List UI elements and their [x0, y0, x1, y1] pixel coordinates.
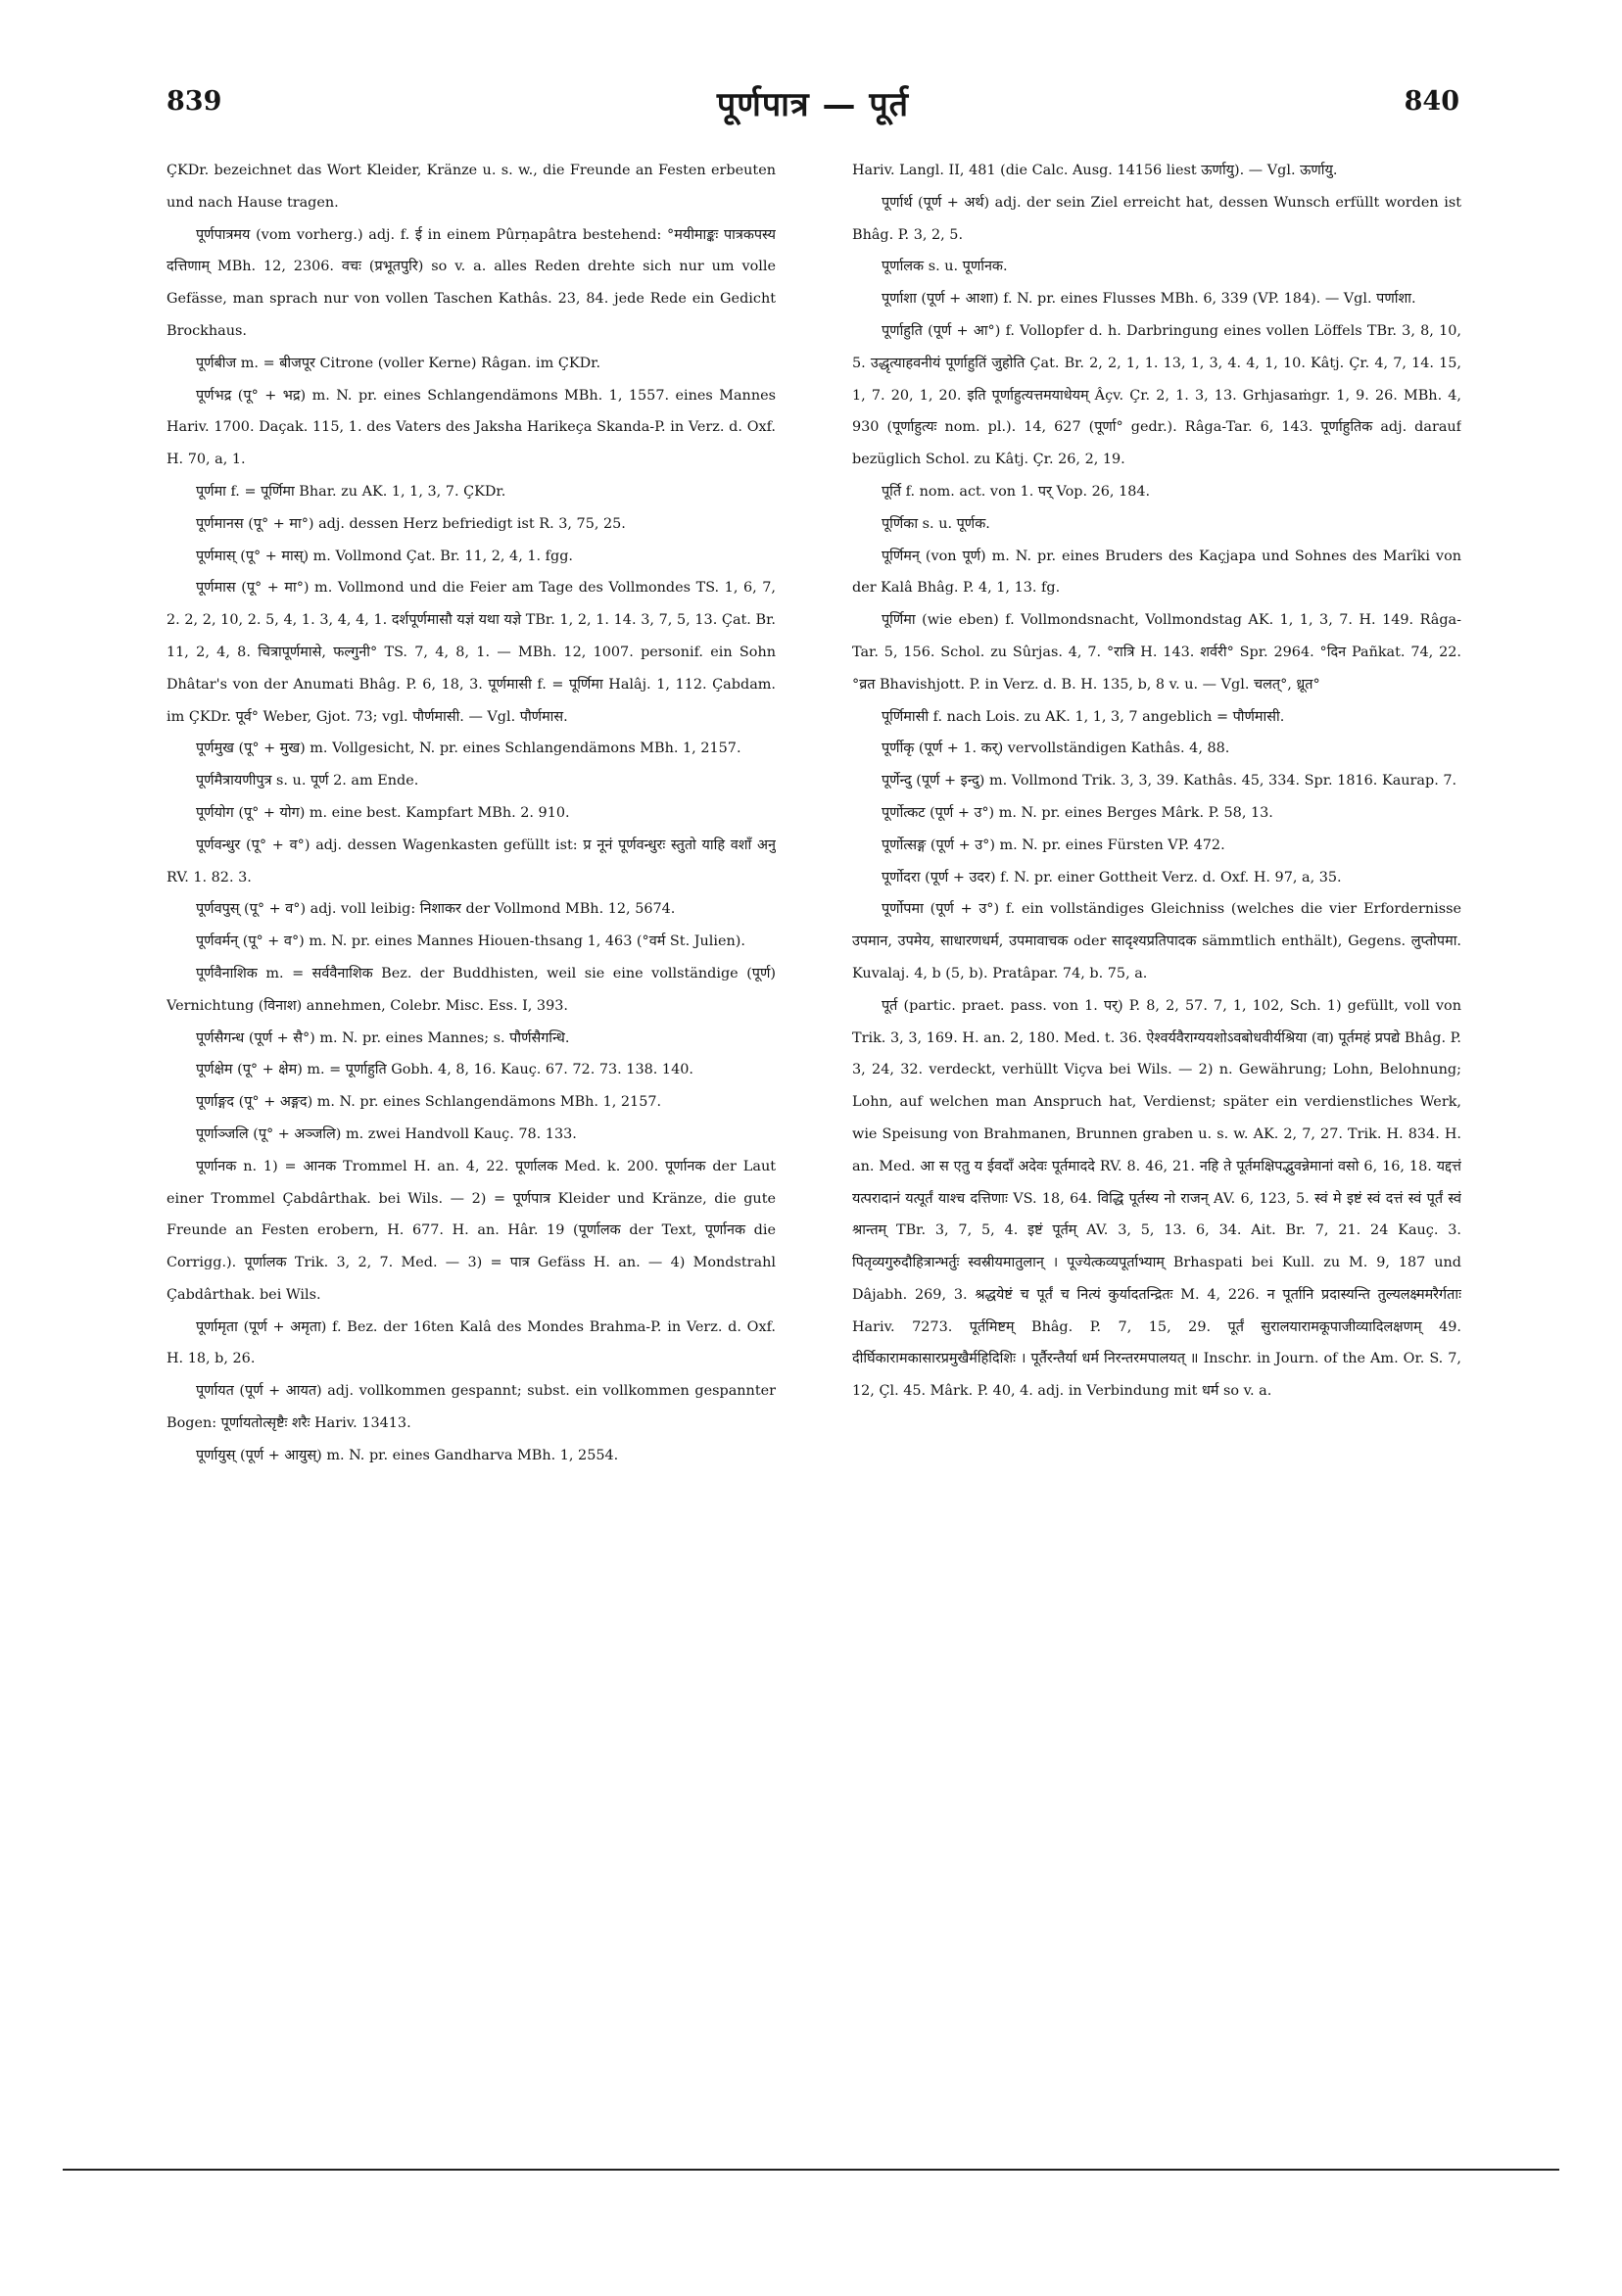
dictionary-entry: पूर्णीकृ (पूर्ण + 1. कर्) vervollständigen Kathâs. 4, 88. — [882, 741, 1230, 757]
dictionary-entry: पूर्णोपमा (पूर्ण + उ°) f. ein vollständiges Gleichniss (welches die vier Erfordernisse उपमान, उपमेय, साधारणधर्म, उपमावाचक oder सादृश्यप्रतिपादक sämmtlich enthält), Gegens. लुप्तोपमा. Kuvalaj. 4, b (5, b). Pratâpar. 74, b. 75, a. — [852, 901, 1461, 981]
dictionary-entry: पूर्त (partic. praet. pass. von 1. पर्) P. 8, 2, 57. 7, 1, 102, Sch. 1) gefüllt, voll von Trik. 3, 3, 169. H. an. 2, 180. Med. t. 36. ऐश्वर्यवैराग्ययशोऽवबोधवीर्यश्रिया (वा) पूर्तमहं प्रपद्ये Bhâg. P. 3, 24, 32. verdeckt, verhüllt Viçva bei Wils. — 2) n. Gewährung; Lohn, Belohnung; Lohn, auf welchen man Anspruch hat, Verdienst; später ein verdienstliches Werk, wie Speisung von Brahmanen, Brunnen graben u. s. w. AK. 2, 7, 27. Trik. H. 834. H. an. Med. आ स एतु य ईवदाँ अदेवः पूर्तमाददे RV. 8. 46, 21. नहि ते पूर्तमक्षिपद्भुवन्नेमानां वसो 6, 16, 18. यद्दत्तं यत्परादानं यत्पूर्तं याश्च दत्तिणाः VS. 18, 64. विद्धि पूर्तस्य नो राजन् AV. 6, 123, 5. स्वं मे इष्टं स्वं दत्तं स्वं पूर्तं स्वं श्रान्तम् TBr. 3, 7, 5, 4. इष्टं पूर्तम् AV. 3, 5, 13. 6, 34. Ait. Br. 7, 21. 24 Kauç. 3. पितृव्यगुरुदौहित्रान्भर्तुः स्वस्रीयमातुलान् । पूज्येत्कव्यपूर्ताभ्याम् Brhaspati bei Kull. zu M. 9, 187 und Dâjabh. 269, 3. श्रद्धयेष्टं च पूर्तं च नित्यं कुर्यादतन्द्रितः M. 4, 226. न पूर्तानि प्रदास्यन्ति तुल्यलक्ष्ममरैर्गताः Hariv. 7273. पूर्तमिष्टम् Bhâg. P. 7, 15, 29. पूर्तं सुरालयारामकूपाजीव्यादिलक्षणम् 49. दीर्घिकारामकासारप्रमुखैर्महिदिशिः । पूर्तैरन्तैर्या धर्म निरन्तरमपालयत् ॥ Inschr. in Journ. of the Am. Or. S. 7, 12, Çl. 45. Mârk. P. 40, 4. adj. in Verbindung mit धर्म so v. a. — [852, 997, 1461, 1400]
dictionary-entry: पूर्णपात्रमय (vom vorherg.) adj. f. ई in einem Pûrṇapâtra bestehend: °मयीमाङ्कः पात्रकपस्य दत्तिणाम् MBh. 12, 2306. वचः (प्रभूतपुरि) so v. a. alles Reden drehte sich nur um volle Gefässe, man sprach nur von vollen Taschen Kathâs. 23, 84. jede Rede ein Gedicht Brockhaus. — [167, 226, 776, 339]
dictionary-entry: पूर्णायुस् (पूर्ण + आयुस्) m. N. pr. eines Gandharva MBh. 1, 2554. — [196, 1447, 619, 1463]
dictionary-entry: पूर्णमैत्रायणीपुत्र s. u. पूर्ण 2. am Ende. — [196, 773, 419, 789]
dictionary-entry: पूर्णानक n. 1) = आनक Trommel H. an. 4, 22. पूर्णालक Med. k. 200. पूर्णानक der Laut einer Trommel Çabdârthak. bei Wils. — 2) = पूर्णपात्र Kleider und Kränze, die gute Freunde an Festen erobern, H. 677. H. an. Hâr. 19 (पूर्णालक der Text, पूर्णानक die Corrigg.). पूर्णालक Trik. 3, 2, 7. Med. — 3) = पात्र Gefäss H. an. — 4) Mondstrahl Çabdârthak. bei Wils. — [167, 1158, 776, 1303]
dictionary-entry: पूर्ति f. nom. act. von 1. पर् Vop. 26, 184. — [882, 483, 1151, 500]
dictionary-entry: पूर्णोत्सङ्ग (पूर्ण + उ°) m. N. pr. eines Fürsten VP. 472. — [882, 837, 1225, 853]
dictionary-entry: Hariv. Langl. II, 481 (die Calc. Ausg. 14156 liest ऊर्णायु). — Vgl. ऊर्णायु. — [852, 163, 1338, 178]
dictionary-entry: पूर्णाशा (पूर्ण + आशा) f. N. pr. eines Flusses MBh. 6, 339 (VP. 184). — Vgl. पर्णाशा. — [882, 291, 1416, 308]
dictionary-entry: पूर्णिका s. u. पूर्णक. — [882, 515, 990, 532]
bottom-rule — [63, 2169, 1559, 2171]
dictionary-entry: पूर्णालक s. u. पूर्णानक. — [882, 259, 1008, 275]
right-column — [852, 155, 1461, 2045]
dictionary-entry: पूर्णमा f. = पूर्णिमा Bhar. zu AK. 1, 1, 3, 7. ÇKDr. — [196, 483, 506, 500]
dictionary-entry: पूर्णोदरा (पूर्ण + उदर) f. N. pr. einer Gottheit Verz. d. Oxf. H. 97, a, 35. — [882, 869, 1342, 885]
dictionary-entry: पूर्णोत्कट (पूर्ण + उ°) m. N. pr. eines Berges Mârk. P. 58, 13. — [882, 804, 1273, 821]
dictionary-entry: पूर्णमास् (पू° + मास्) m. Vollmond Çat. Br. 11, 2, 4, 1. fgg. — [196, 548, 573, 564]
dictionary-entry: पूर्णमानस (पू° + मा°) adj. dessen Herz befriedigt ist R. 3, 75, 25. — [196, 515, 626, 532]
running-title: पूर्णपात्र — पूर्त — [716, 85, 910, 124]
dictionary-entry: ÇKDr. bezeichnet das Wort Kleider, Kränze u. s. w., die Freunde an Festen erbeuten und nach Hause tragen. — [167, 163, 776, 211]
page-number-right: 840 — [1404, 86, 1459, 117]
dictionary-entry: पूर्णायत (पूर्ण + आयत) adj. vollkommen gespannt; subst. ein vollkommen gespannter Bogen: पूर्णायतोत्सृष्टैः शरैः Hariv. 13413. — [167, 1383, 776, 1432]
dictionary-entry: पूर्णामृता (पूर्ण + अमृता) f. Bez. der 16ten Kalâ des Mondes Brahma-P. in Verz. d. Oxf. H. 18, b, 26. — [167, 1318, 776, 1367]
dictionary-entry: पूर्णबीज m. = बीजपूर Citrone (voller Kerne) Râgan. im ÇKDr. — [196, 355, 601, 371]
page-number-left: 839 — [167, 86, 222, 117]
dictionary-entry: पूर्णसैगन्ध (पूर्ण + सै°) m. N. pr. eines Mannes; s. पौर्णसैगन्धि. — [196, 1029, 570, 1046]
dictionary-entry: पूर्णमुख (पू° + मुख) m. Vollgesicht, N. pr. eines Schlangendämons MBh. 1, 2157. — [196, 741, 741, 757]
dictionary-entry: पूर्णिमासी f. nach Lois. zu AK. 1, 1, 3, 7 angeblich = पौर्णमासी. — [882, 708, 1285, 725]
left-column — [167, 155, 776, 2045]
dictionary-entry: पूर्णवैनाशिक m. = सर्ववैनाशिक Bez. der Buddhisten, weil sie eine vollständige (पूर्ण) Vernichtung (विनाश) annehmen, Colebr. Misc. Ess. I, 393. — [167, 965, 776, 1014]
dictionary-entry: पूर्णाङ्गद (पू° + अङ्गद) m. N. pr. eines Schlangendämons MBh. 1, 2157. — [196, 1094, 662, 1111]
dictionary-entry: पूर्णाहुति (पूर्ण + आ°) f. Vollopfer d. h. Darbringung eines vollen Löffels TBr. 3, 8, 10, 5. उद्धृत्याहवनीयं पूर्णाहुतिं जुहोति Çat. Br. 2, 2, 1, 1. 13, 1, 3, 4. 4, 1, 10. Kâtj. Çr. 4, 7, 14. 15, 1, 7. 20, 1, 20. इति पूर्णाहुत्यत्तमयाधेयम् Âçv. Çr. 2, 1. 3, 13. Grhjasaṁgr. 1, 9. 26. MBh. 4, 930 (पूर्णाहुत्यः nom. pl.). 14, 627 (पूर्णा° gedr.). Râga-Tar. 6, 143. पूर्णाहुतिक adj. darauf bezüglich Schol. zu Kâtj. Çr. 26, 2, 19. — [852, 322, 1461, 468]
dictionary-entry: पूर्णयोग (पू° + योग) m. eine best. Kampfart MBh. 2. 910. — [196, 804, 570, 821]
dictionary-entry: पूर्णाञ्जलि (पू° + अञ्जलि) m. zwei Handvoll Kauç. 78. 133. — [196, 1125, 577, 1142]
page-header — [167, 86, 1459, 129]
dictionary-entry: पूर्णभद्र (पू° + भद्र) m. N. pr. eines Schlangendämons MBh. 1, 1557. eines Mannes Hariv. 1700. Daçak. 115, 1. des Vaters des Jaksha Harikeça Skanda-P. in Verz. d. Oxf. H. 70, a, 1. — [167, 387, 776, 468]
dictionary-entry: पूर्णेन्दु (पूर्ण + इन्दु) m. Vollmond Trik. 3, 3, 39. Kathâs. 45, 334. Spr. 1816. Kaurap. 7. — [882, 773, 1457, 789]
dictionary-entry: पूर्णवन्धुर (पू° + व°) adj. dessen Wagenkasten gefüllt ist: प्र नूनं पूर्णवन्धुरः स्तुतो याहि वशाँ अनु RV. 1. 82. 3. — [167, 837, 776, 885]
dictionary-entry: पूर्णवर्मन् (पू° + व°) m. N. pr. eines Mannes Hiouen-thsang 1, 463 (°वर्म St. Julien). — [196, 933, 745, 950]
dictionary-entry: पूर्णक्षेम (पू° + क्षेम) m. = पूर्णाहुति Gobh. 4, 8, 16. Kauç. 67. 72. 73. 138. 140. — [196, 1062, 693, 1078]
dictionary-entry: पूर्णवपुस् (पू° + व°) adj. voll leibig: निशाकर der Vollmond MBh. 12, 5674. — [196, 901, 676, 918]
dictionary-entry: पूर्णिमन् (von पूर्ण) m. N. pr. eines Bruders des Kaçjapa und Sohnes des Marîki von der Kalâ Bhâg. P. 4, 1, 13. fg. — [852, 548, 1461, 597]
dictionary-entry: पूर्णिमा (wie eben) f. Vollmondsnacht, Vollmondstag AK. 1, 1, 3, 7. H. 149. Râga-Tar. 5, 156. Schol. zu Sûrjas. 4, 7. °रात्रि H. 143. शर्वरी° Spr. 2964. °दिन Pañkat. 74, 22. °व्रत Bhavishjott. P. in Verz. d. B. H. 135, b, 8 v. u. — Vgl. चलत्°, ध्रूत° — [852, 612, 1461, 693]
dictionary-entry: पूर्णार्थ (पूर्ण + अर्थ) adj. der sein Ziel erreicht hat, dessen Wunsch erfüllt worden ist Bhâg. P. 3, 2, 5. — [852, 194, 1461, 243]
dictionary-entry: पूर्णमास (पू° + मा°) m. Vollmond und die Feier am Tage des Vollmondes TS. 1, 6, 7, 2. 2, 2, 10, 2. 5, 4, 1. 3, 4, 4, 1. दर्शपूर्णमासौ यज्ञं यथा यज्ञे TBr. 1, 2, 1. 14. 3, 7, 5, 13. Çat. Br. 11, 2, 4, 8. चित्रापूर्णमासे, फल्गुनी° TS. 7, 4, 8, 1. — MBh. 12, 1007. personif. ein Sohn Dhâtar's von der Anumati Bhâg. P. 6, 18, 3. पूर्णमासी f. = पूर्णिमा Halâj. 1, 112. Çabdam. im ÇKDr. पूर्व° Weber, Gjot. 73; vgl. पौर्णमासी. — Vgl. पौर्णमास. — [167, 580, 776, 725]
